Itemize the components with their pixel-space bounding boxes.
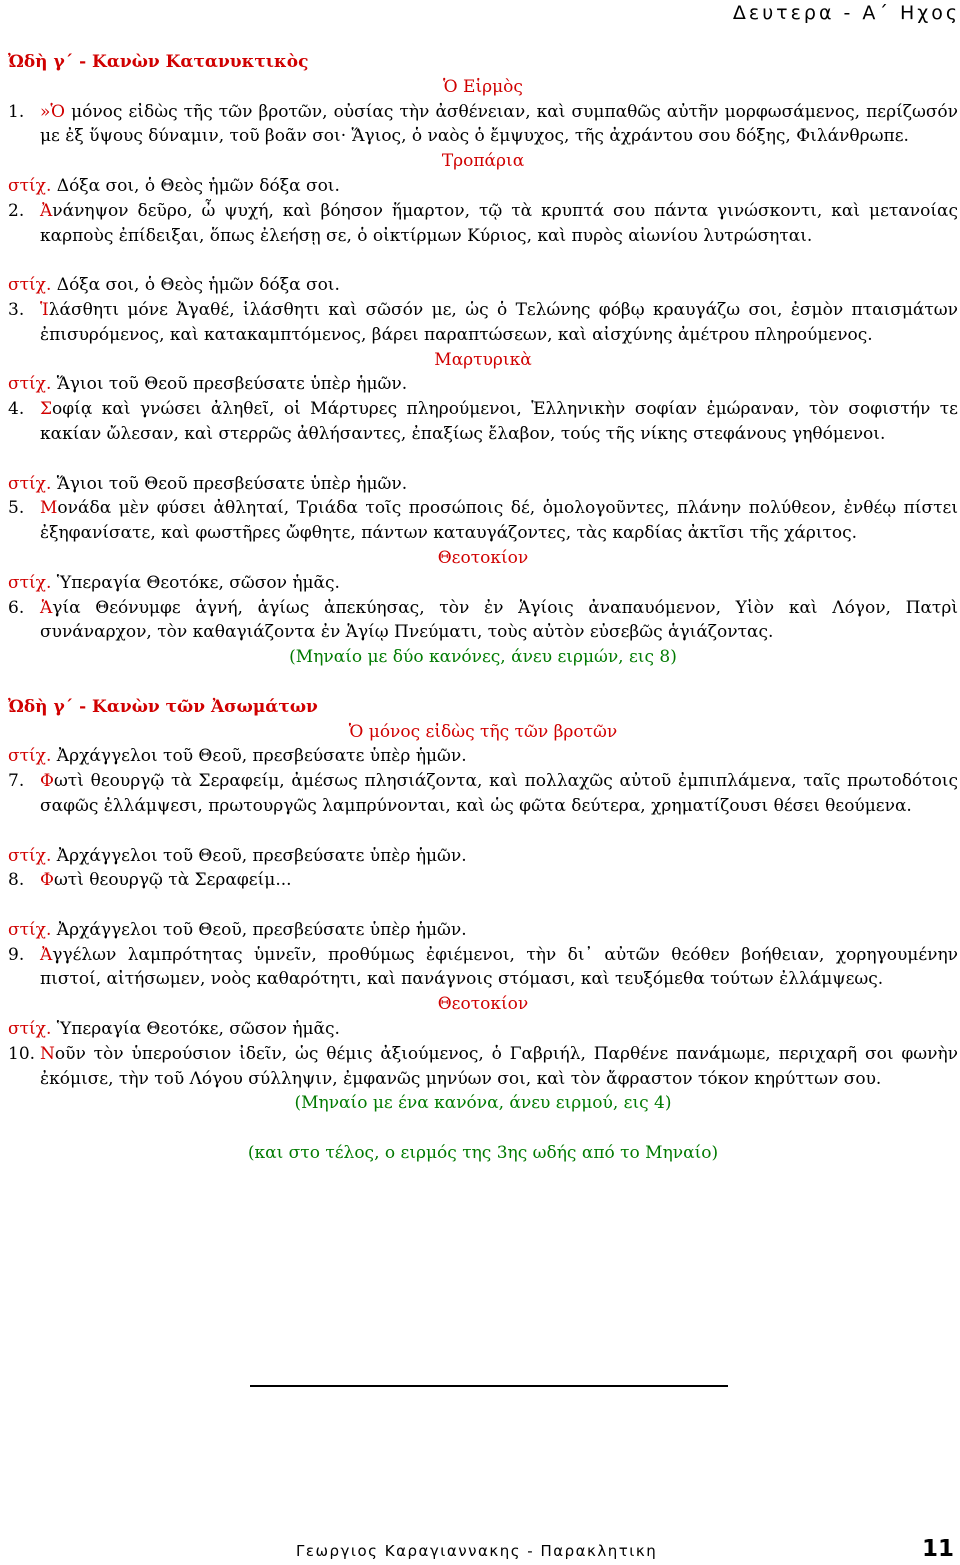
verse-label: στίχ. [8,275,52,296]
troparion-text [40,1042,958,1092]
ode-title: Ὠδὴ γ΄ - Κανὼν τῶν Ἀσωμάτων [8,696,318,717]
verse-line [8,571,958,596]
troparion-text [40,298,958,348]
spacer [8,248,958,273]
verse-line [8,1017,958,1042]
verse-label: στίχ. [8,919,52,940]
troparion-number: 1. [8,101,25,122]
troparion-text [40,199,958,249]
troparion-initial: Ἀ [40,944,53,965]
troparion [8,496,958,546]
verse-text: Ἅγιοι τοῦ Θεοῦ πρεσβεύσατε ὑπὲρ ἡμῶν. [51,374,408,395]
troparion-number: 8. [8,870,25,891]
troparion-text [40,100,958,150]
section-heading: Ὁ μόνος εἰδὼς τῆς τῶν βροτῶν [348,721,618,742]
verse-text: Ἀρχάγγελοι τοῦ Θεοῦ, πρεσβεύσατε ὑπὲρ ἡμῶν. [51,845,467,866]
ode-title: Ὠδὴ γ΄ - Κανὼν Κατανυκτικὸς [8,52,309,72]
troparion-initial: Ἀ [40,200,53,221]
verse-text: Δόξα σοι, ὁ Θεὸς ἡμῶν δόξα σοι. [51,275,340,296]
troparion-number: 6. [8,597,25,618]
troparion [8,596,958,646]
troparion-number: 9. [8,944,25,965]
verse-text: Ἅγιοι τοῦ Θεοῦ πρεσβεύσατε ὑπὲρ ἡμῶν. [51,473,408,494]
verse-line [8,372,958,397]
rubric-note: (Μηναίο με ένα κανόνα, άνευ ειρμού, εις 4) [294,1093,672,1114]
running-footer: Γεωργιος Καραγιαννακης - Παρακλητικη [296,1542,658,1560]
troparion-body: μόνος εἰδὼς τῆς τῶν βροτῶν, οὐσίας τὴν ἀσθένειαν, καὶ συμπαθῶς αὐτῆν μορφωσάμενος, περίζωσόν με ἐξ ὕψους δύναμιν, τοῦ βοᾶν σοι· Ἅγιος, ὁ ναὸς ὁ ἔμψυχος, τῆς ἀχράντου σου δόξης, Φιλάνθρωπε. [40,101,958,147]
troparion-text [40,596,958,646]
troparion [8,769,958,819]
troparion-number: 4. [8,399,25,420]
troparion-initial: »Ὁ [40,101,66,122]
verse-text: Ὑπεραγία Θεοτόκε, σῶσον ἡμᾶς. [51,1019,340,1040]
verse-label: στίχ. [8,572,52,593]
page-number: 11 [921,1536,954,1562]
spacer [8,447,958,472]
troparion-initial: Σ [40,399,53,420]
troparion [8,1042,958,1092]
troparion-body: γγέλων λαμπρότητας ὑμνεῖν, προθύμως ἐφιέμενοι, τὴν δι᾽ αὐτῶν θεόθεν βοήθειαν, χορηγουμένην πιστοί, αἰτήσωμεν, νοὸς καθαρότητι, καὶ πανάγνοις στόμασι, καὶ τευξόμεθα τούτων ἐλλάμψεως. [40,944,958,990]
verse-line [8,174,958,199]
troparion-body: ωτὶ θεουργῷ τὰ Σεραφείμ, ἀμέσως πλησιάζοντα, καὶ πολλαχῶς αὐτοῦ ἐμπιπλάμενα, ταῖς πρωτοδότοις σαφῶς ἐλλάμψεσι, πρωτουργῶς λαμπρύνονται, καὶ ὡς φῶτα δεύτερα, χρηματίζουσι θέσει θεούμενα. [40,771,958,816]
section-heading: Θεοτοκίον [437,994,529,1015]
troparion-text [40,397,958,447]
troparion [8,397,958,447]
verse-label: στίχ. [8,845,52,866]
troparion-body: οφίᾳ καὶ γνώσει ἀληθεῖ, οἱ Μάρτυρες πληρούμενοι, Ἑλληνικὴν σοφίαν ἐμώραναν, τὸν σοφιστήν τε κακίαν ὤλεσαν, καὶ στερρῶς ἀθλήσαντες, ἐπαξίως ἔλαβον, τούς τῆς νίκης στεφάνους γηθόμενοι. [40,399,958,444]
spacer [8,670,958,695]
troparion-initial: Ν [40,1043,55,1064]
verse-label: στίχ. [8,473,52,494]
troparion-body: οῦν τὸν ὑπερούσιον ἰδεῖν, ὡς θέμις ἀξιούμενος, ὁ Γαβριήλ, Παρθένε πανάμωμε, περιχαρῆ σοι φωνὴν ἐκόμισε, τὴν τοῦ Λόγου σύλληψιν, ἐμφανῶς μηνύων σοι, καὶ τὸν ἄφραστον τόκον κηρύττων σου. [40,1043,958,1089]
troparion-text [40,496,958,546]
running-header: Δευτερα - Α΄ Ηχος [732,2,960,24]
troparion-number: 3. [8,299,25,320]
troparion-initial: Μ [40,498,58,519]
verse-line [8,844,958,869]
verse-label: στίχ. [8,1019,52,1040]
verse-line [8,744,958,769]
troparion-initial: Ἱ [40,299,49,320]
rubric-note: (και στο τέλος, ο ειρμός της 3ης ωδής από το Μηναίο) [247,1143,719,1164]
verse-label: στίχ. [8,746,52,767]
troparion-text [40,943,958,993]
troparion-initial: Ἁ [40,597,53,618]
rubric-note: (Μηναίο με δύο κανόνες, άνευ ειρμών, εις 8) [289,647,677,668]
troparion-body: ωτὶ θεουργῷ τὰ Σεραφείμ... [53,870,292,891]
verse-text: Ἀρχάγγελοι τοῦ Θεοῦ, πρεσβεύσατε ὑπὲρ ἡμῶν. [51,919,467,940]
troparion [8,100,958,150]
verse-label: στίχ. [8,374,52,395]
troparion [8,298,958,348]
troparion-number: 7. [8,771,25,792]
section-heading: Τροπάρια [441,151,525,172]
section-heading: Μαρτυρικὰ [434,349,532,370]
section-heading: Θεοτοκίον [437,547,529,568]
verse-line [8,472,958,497]
verse-text: Ὑπεραγία Θεοτόκε, σῶσον ἡμᾶς. [51,572,340,593]
troparion-initial: Φ [40,870,54,891]
document-body [8,50,958,1166]
troparion [8,868,958,893]
section-heading: Ὁ Εἱρμὸς [443,76,523,97]
verse-text: Δόξα σοι, ὁ Θεὸς ἡμῶν δόξα σοι. [51,175,340,196]
troparion-number: 10. [8,1043,36,1064]
troparion-text [40,769,958,819]
troparion-number: 5. [8,498,25,519]
troparion [8,199,958,249]
troparion-body: γία Θεόνυμφε ἁγνή, ἁγίως ἀπεκύησας, τὸν ἐν Ἁγίοις ἀναπαυόμενον, Υἱὸν καὶ Λόγον, Πατρὶ συνάναρχον, τὸν καθαγιάζοντα ἐν Ἁγίῳ Πνεύματι, τοὺς αὐτὸν εὐσεβῶς ἁγιάζοντας. [40,597,958,643]
troparion-number: 2. [8,200,25,221]
document-page [8,0,958,1565]
troparion-initial: Φ [40,771,54,792]
spacer [8,893,958,918]
verse-text: Ἀρχάγγελοι τοῦ Θεοῦ, πρεσβεύσατε ὑπὲρ ἡμῶν. [51,746,467,767]
end-rule [250,1385,728,1387]
troparion-text [40,868,958,893]
spacer [8,819,958,844]
troparion-body: λάσθητι μόνε Ἀγαθέ, ἱλάσθητι καὶ σῶσόν με, ὡς ὁ Τελώνης φόβῳ κραυγάζω σοι, ἐσμὸν πταισμάτων ἐπισυρόμενος, καὶ κατακαμπτόμενος, βάρει παραπτώσεων, καὶ αἰσχύνης ἀμέτρου πληρούμενος. [40,299,958,345]
troparion-body: νάνηψον δεῦρο, ὦ ψυχή, καὶ βόησον ἥμαρτον, τῷ τὰ κρυπτά σου πάντα γινώσκοντι, καὶ μετανοίας καρποὺς ἐπίδειξαι, ὅπως ἐλεήσῃ σε, ὁ οἰκτίρμων Κύριος, καὶ πυρὸς αἰωνίου λυτρώσηται. [40,200,958,246]
verse-line [8,918,958,943]
verse-label: στίχ. [8,175,52,196]
troparion [8,943,958,993]
troparion-body: ονάδα μὲν φύσει ἀθληταί, Τριάδα τοῖς προσώποις δέ, ὁμολογοῦντες, πλάνην πολύθεον, ἐνθέῳ πίστει ἐξηφανίσατε, καὶ φωστῆρες ὤφθητε, πάντων καταυγάζοντες, τὰς καρδίας ἀκτῖσι τῆς χάριτος. [40,498,958,544]
verse-line [8,273,958,298]
spacer [8,1116,958,1141]
